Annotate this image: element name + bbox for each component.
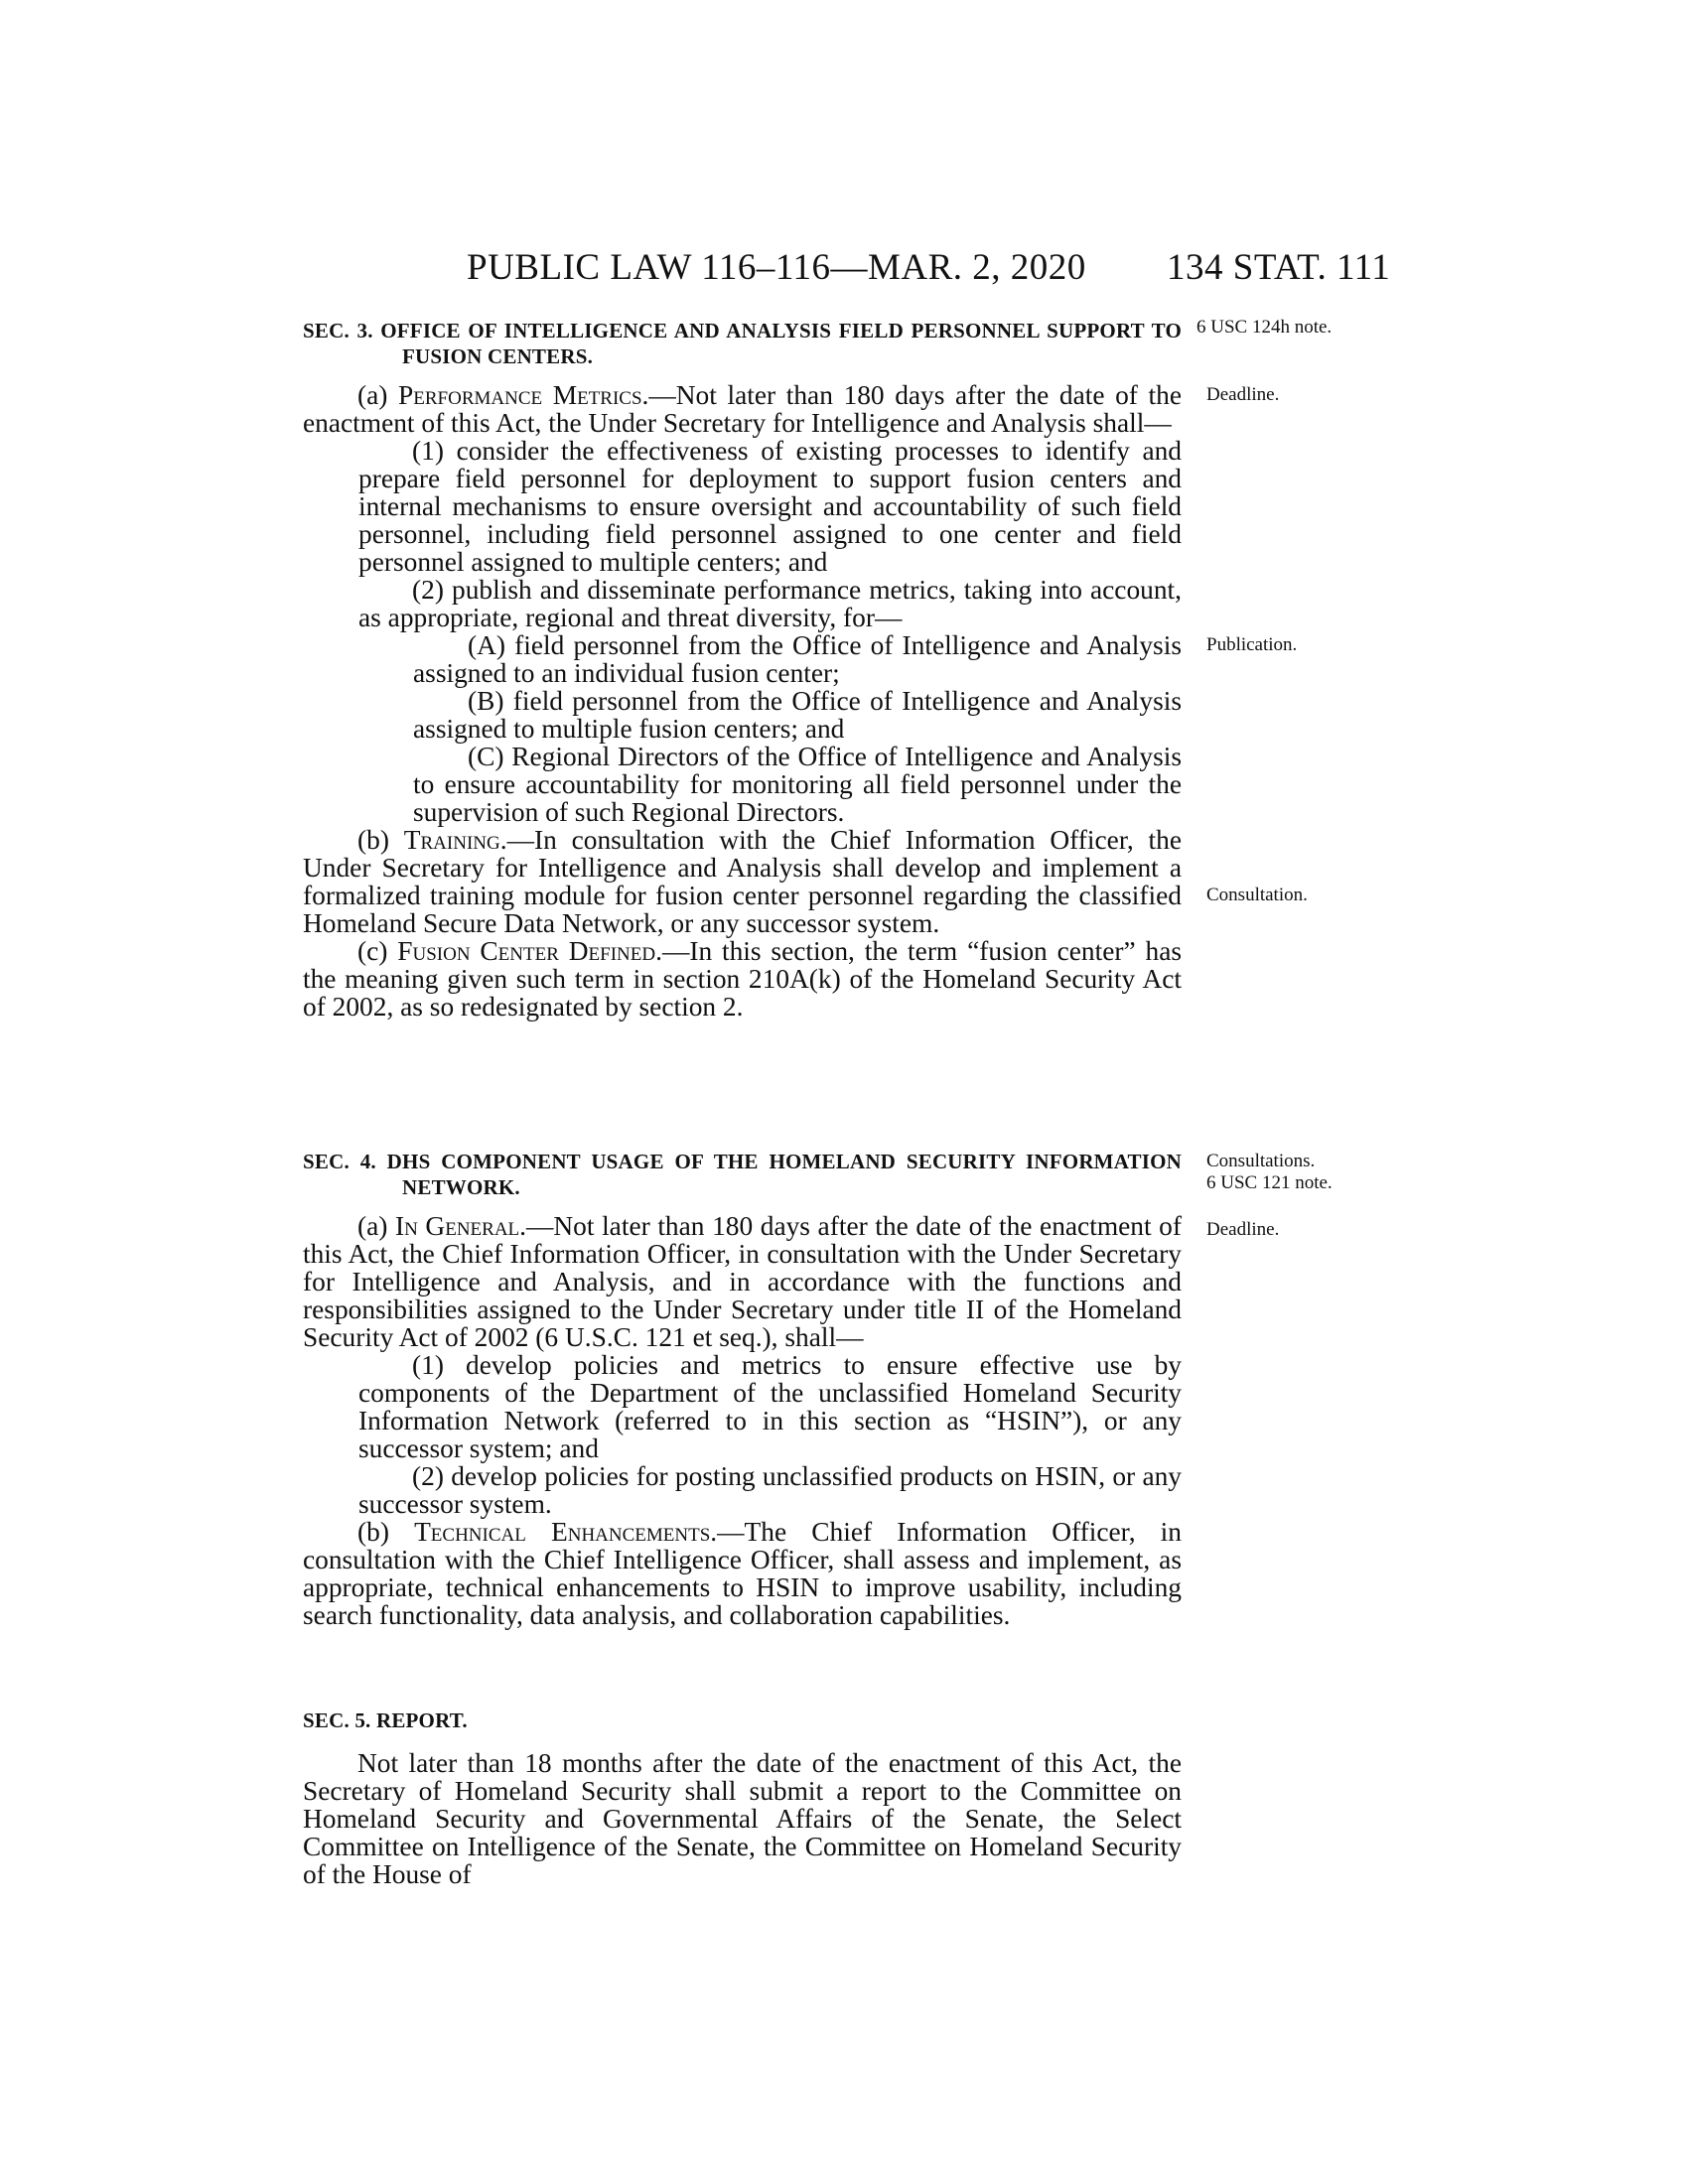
margin-note-publication: Publication.	[1206, 634, 1298, 655]
subparagraph-C: (C) Regional Directors of the Office of Intelligence and Analysis to ensure accountability for monitoring all field personnel under the supervision of such Regional Directors.	[413, 742, 1182, 827]
subparagraph-B: (B) field personnel from the Office of Intelligence and Analysis assigned to multiple fusion centers; and	[413, 686, 1182, 744]
subsection-b	[303, 826, 1182, 937]
subsection-c	[303, 937, 1182, 1021]
margin-note-consultation: Consultation.	[1206, 885, 1308, 905]
subsection-a	[303, 381, 1182, 437]
running-head-title: PUBLIC LAW 116–116—MAR. 2, 2020	[467, 247, 1086, 288]
margin-note-deadline: Deadline.	[1206, 384, 1280, 405]
section-heading: SEC. 5. REPORT.	[303, 1708, 468, 1732]
paragraph-1: (1) develop policies and metrics to ensure effective use by components of the Department of the unclassified Homeland Security Information Network (referred to in this section as “HSIN”), or any successor system; and	[358, 1350, 1182, 1463]
subsection-label: (b)	[357, 1517, 415, 1547]
subsection-caption: Training	[403, 825, 500, 855]
subsection-caption: Performance Metrics	[398, 380, 642, 410]
subsection-b	[303, 1518, 1182, 1629]
subparagraph-A: (A) field personnel from the Office of Intelligence and Analysis assigned to an individual fusion center;	[413, 630, 1182, 688]
subsection-caption: Technical Enhancements	[414, 1517, 711, 1547]
subsection-a	[303, 1212, 1182, 1351]
section-5	[303, 1707, 1182, 1888]
paragraph-2: (2) publish and disseminate performance metrics, taking into account, as appropriate, regional and threat diversity, for—	[358, 575, 1182, 632]
margin-note-sec4-citation: 6 USC 121 note.	[1206, 1172, 1333, 1193]
section-heading: SEC. 3. OFFICE OF INTELLIGENCE AND ANALYSIS FIELD PERSONNEL SUPPORT TO FUSION CENTERS.	[303, 319, 1182, 368]
subsection-text: .—Not later than 180 days after the date of the enactment of this Act, the Chief Information Officer, in consultation with the Under Secretary for Intelligence and Analysis, and in accordance with the functions and responsibilities assigned to the Under Secretary under title II of the Homeland Security Act of 2002 (6 U.S.C. 121 et seq.), shall—	[303, 1211, 1182, 1352]
subsection-text: .—In consultation with the Chief Information Officer, the Under Secretary for Intelligence and Analysis shall develop and implement a formalized training module for fusion center personnel regarding the classified Homeland Secure Data Network, or any successor system.	[303, 825, 1182, 938]
section-text: Not later than 18 months after the date of the enactment of this Act, the Secretary of Homeland Security shall submit a report to the Committee on Homeland Security and Governmental Affairs of the Senate, the Select Committee on Intelligence of the Senate, the Committee on Homeland Security of the House of	[303, 1748, 1182, 1889]
subsection-text: .—The Chief Information Officer, in consultation with the Chief Intelligence Officer, shall assess and implement, as appropriate, technical enhancements to HSIN to improve usability, including search functionality, data analysis, and collaboration capabilities.	[303, 1517, 1182, 1630]
paragraph-1: (1) consider the effectiveness of existing processes to identify and prepare field personnel for deployment to support fusion centers and internal mechanisms to ensure oversight and accountability of such field personnel, including field personnel assigned to one center and field personnel assigned to multiple centers; and	[358, 436, 1182, 577]
subsection-caption: Fusion Center Defined	[397, 936, 656, 966]
subsection-caption: In General	[395, 1211, 520, 1241]
subsection-label: (c)	[357, 936, 398, 966]
running-head-stat-page: 134 STAT. 111	[1167, 247, 1391, 288]
subsection-label: (b)	[357, 825, 404, 855]
margin-note-deadline: Deadline.	[1206, 1219, 1280, 1240]
margin-note-consultations: Consultations.	[1206, 1151, 1316, 1171]
margin-note-sec3-citation: 6 USC 124h note.	[1196, 317, 1333, 338]
section-4	[303, 1149, 1182, 1629]
subsection-text: .—In this section, the term “fusion center” has the meaning given such term in section 210A(k) of the Homeland Security Act of 2002, as so redesignated by section 2.	[303, 936, 1183, 1022]
section-3	[303, 318, 1182, 1021]
subsection-label: (a)	[357, 1211, 395, 1241]
section-heading: SEC. 4. DHS COMPONENT USAGE OF THE HOMELAND SECURITY INFORMATION NETWORK.	[303, 1150, 1182, 1199]
subsection-label: (a)	[357, 380, 399, 410]
subsection-text: .—Not later than 180 days after the date of the enactment of this Act, the Under Secretary for Intelligence and Analysis shall—	[303, 380, 1182, 438]
paragraph-2: (2) develop policies for posting unclassified products on HSIN, or any successor system.	[358, 1461, 1182, 1519]
